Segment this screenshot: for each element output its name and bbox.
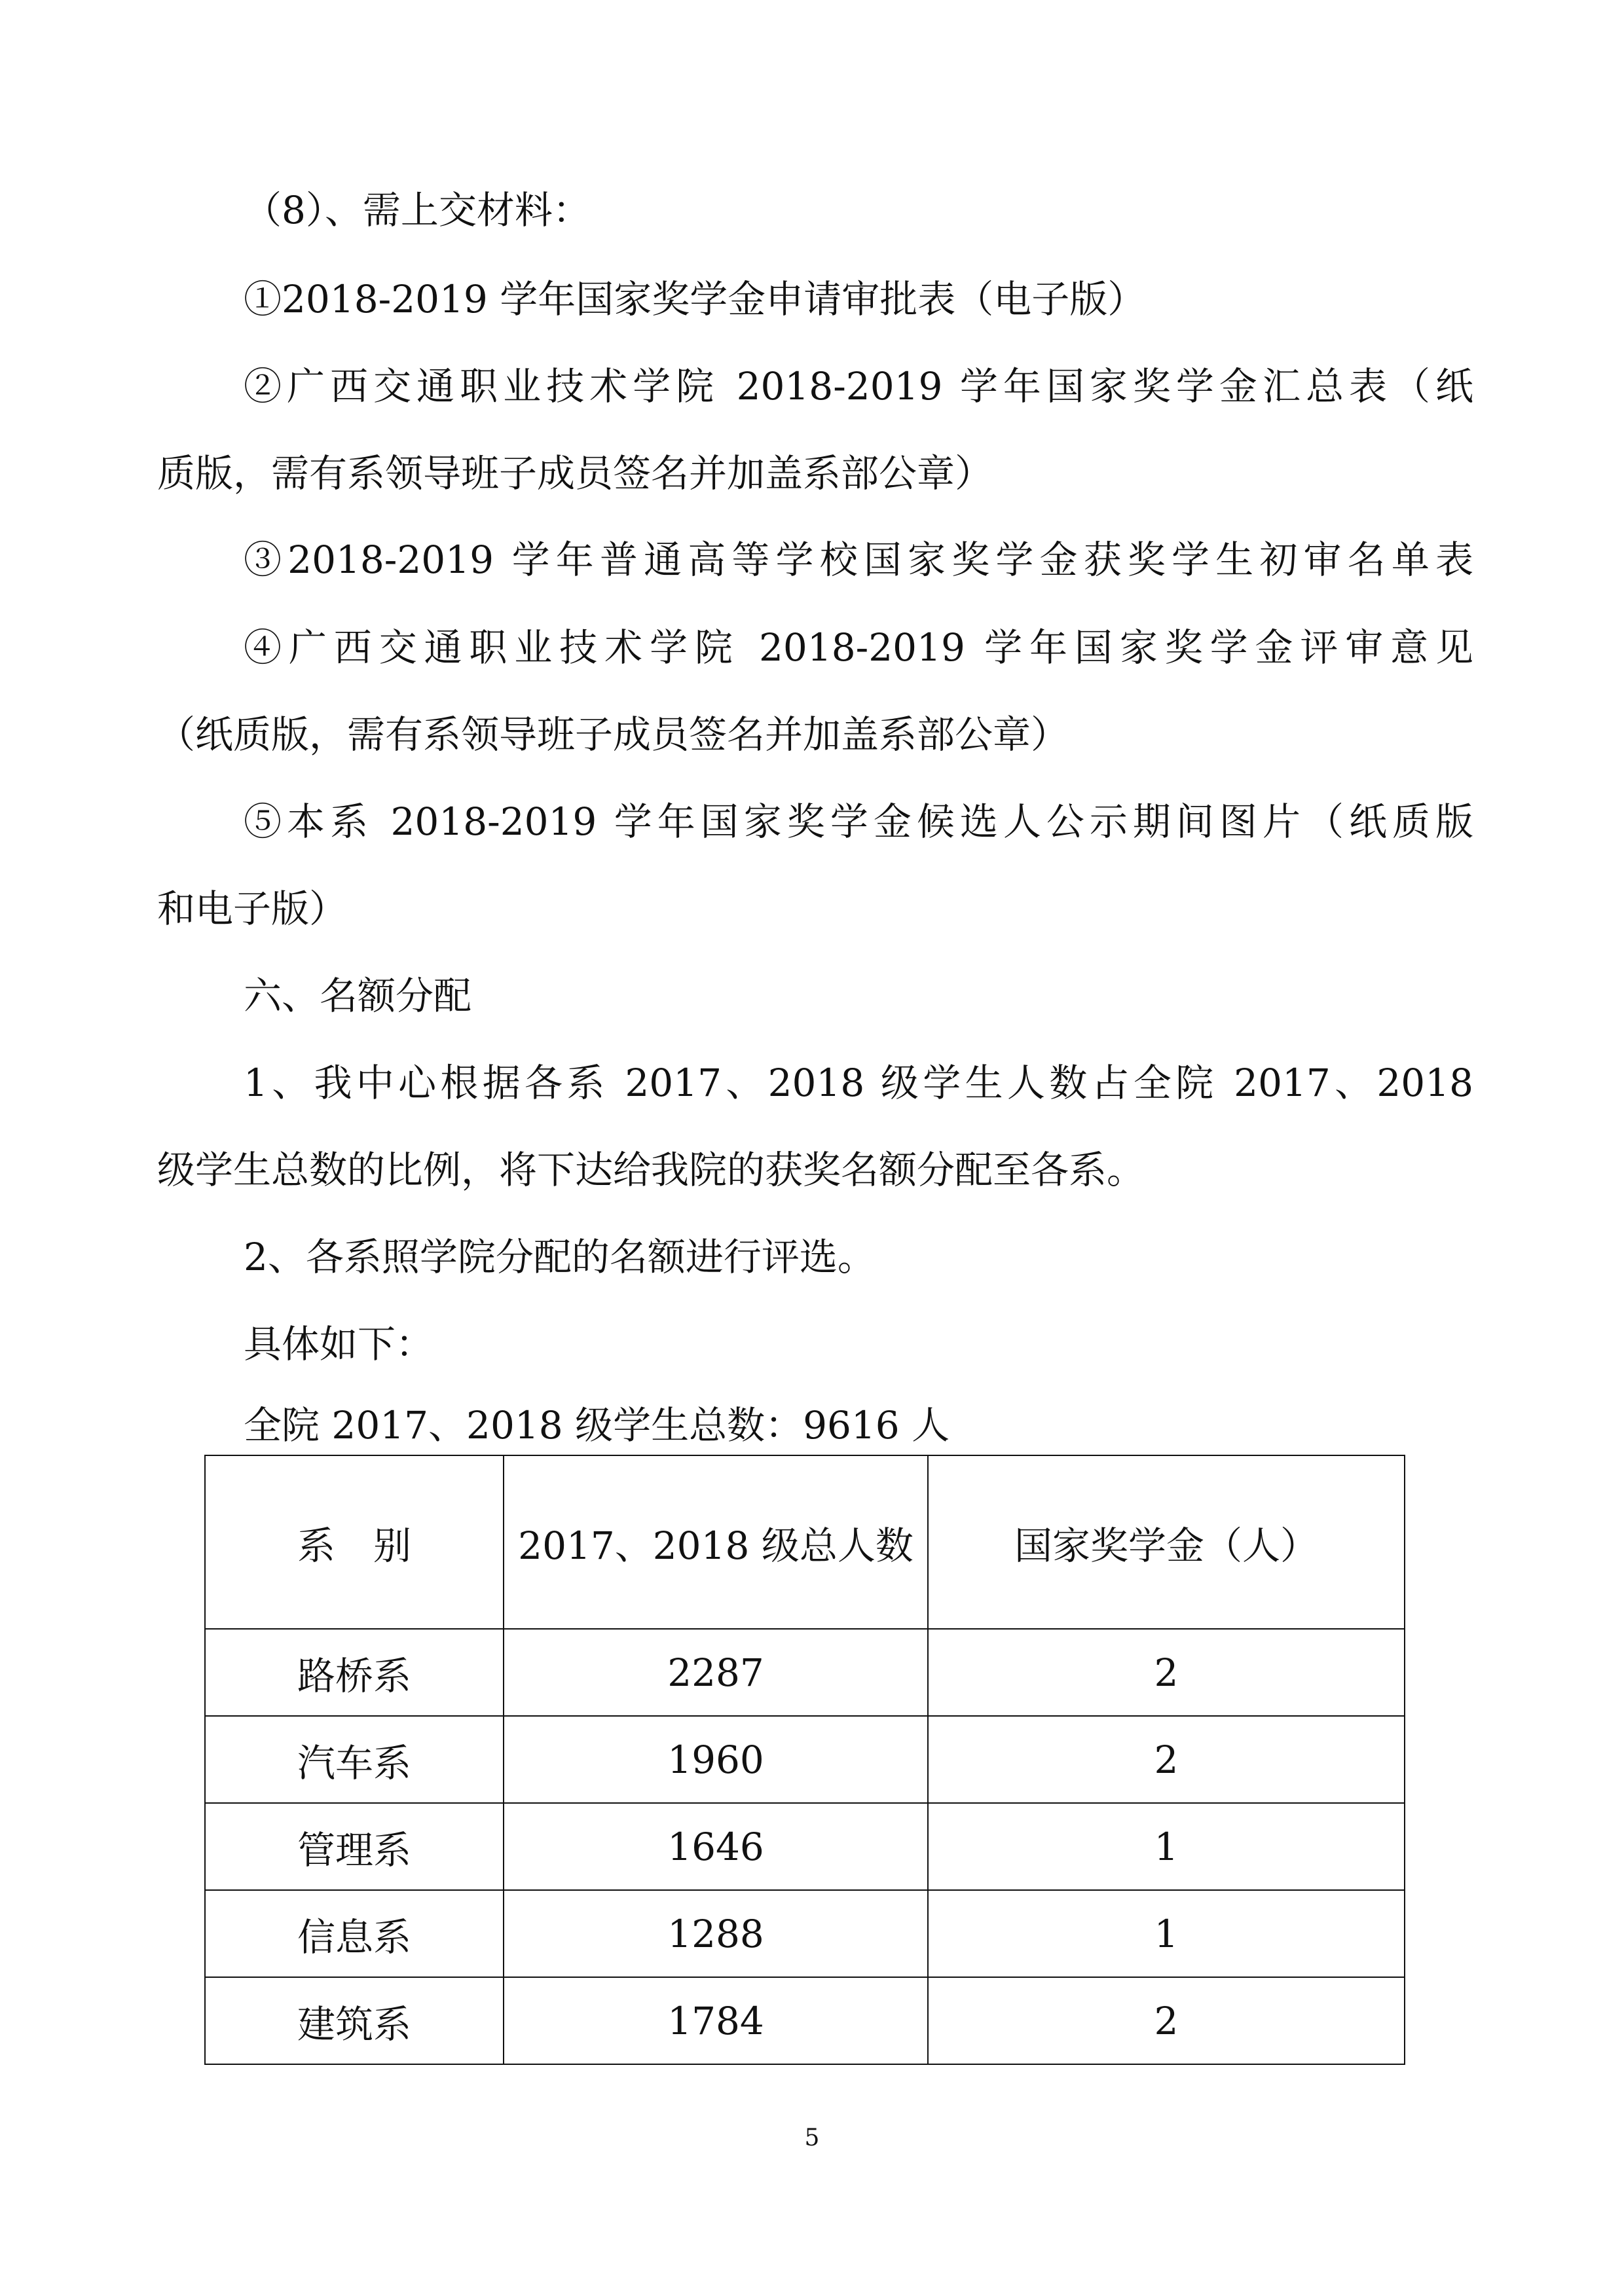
material-item-5: ⑤本系 2018-2019 学年国家奖学金候选人公示期间图片（纸质版	[244, 799, 1473, 844]
materials-heading: （8）、需上交材料：	[244, 188, 591, 232]
cell-student-total: 1288	[504, 1890, 928, 1977]
cell-scholarship: 2	[928, 1629, 1405, 1716]
quota-paragraph-2: 2、各系照学院分配的名额进行评选。	[244, 1235, 876, 1279]
cell-scholarship: 2	[928, 1716, 1405, 1803]
table-row	[205, 1977, 1405, 2064]
section-heading-quota: 六、名额分配	[244, 974, 472, 1018]
page-number: 5	[804, 2124, 820, 2151]
table-row	[205, 1803, 1405, 1890]
cell-department: 信息系	[205, 1890, 504, 1977]
table-header-row	[205, 1455, 1405, 1629]
material-item-2-cont: 质版，需有系领导班子成员签名并加盖系部公章）	[157, 451, 993, 496]
cell-student-total: 1784	[504, 1977, 928, 2064]
quota-paragraph-1: 1、我中心根据各系 2017、2018 级学生人数占全院 2017、2018	[244, 1061, 1473, 1105]
material-item-4-cont: （纸质版，需有系领导班子成员签名并加盖系部公章）	[157, 712, 1069, 757]
details-intro: 具体如下：	[244, 1322, 434, 1366]
material-item-4: ④广西交通职业技术学院 2018-2019 学年国家奖学金评审意见	[244, 625, 1473, 670]
material-item-1: ①2018-2019 学年国家奖学金申请审批表（电子版）	[244, 277, 1146, 321]
cell-department: 路桥系	[205, 1629, 504, 1716]
header-department: 系 别	[205, 1455, 504, 1629]
total-students-line: 全院 2017、2018 级学生总数：9616 人	[244, 1403, 950, 1448]
cell-department: 建筑系	[205, 1977, 504, 2064]
quota-allocation-table	[204, 1455, 1405, 2065]
cell-scholarship: 1	[928, 1803, 1405, 1890]
header-student-total: 2017、2018 级总人数	[504, 1455, 928, 1629]
cell-student-total: 1960	[504, 1716, 928, 1803]
cell-department: 汽车系	[205, 1716, 504, 1803]
material-item-3: ③2018-2019 学年普通高等学校国家奖学金获奖学生初审名单表	[244, 538, 1473, 582]
material-item-5-cont: 和电子版）	[157, 886, 348, 931]
cell-scholarship: 2	[928, 1977, 1405, 2064]
table-row	[205, 1890, 1405, 1977]
cell-student-total: 2287	[504, 1629, 928, 1716]
material-item-2: ②广西交通职业技术学院 2018-2019 学年国家奖学金汇总表（纸	[244, 364, 1473, 409]
quota-paragraph-1-cont: 级学生总数的比例，将下达给我院的获奖名额分配至各系。	[157, 1148, 1145, 1192]
header-scholarship: 国家奖学金（人）	[928, 1455, 1405, 1629]
cell-scholarship: 1	[928, 1890, 1405, 1977]
cell-student-total: 1646	[504, 1803, 928, 1890]
cell-department: 管理系	[205, 1803, 504, 1890]
table-row	[205, 1716, 1405, 1803]
table-row	[205, 1629, 1405, 1716]
